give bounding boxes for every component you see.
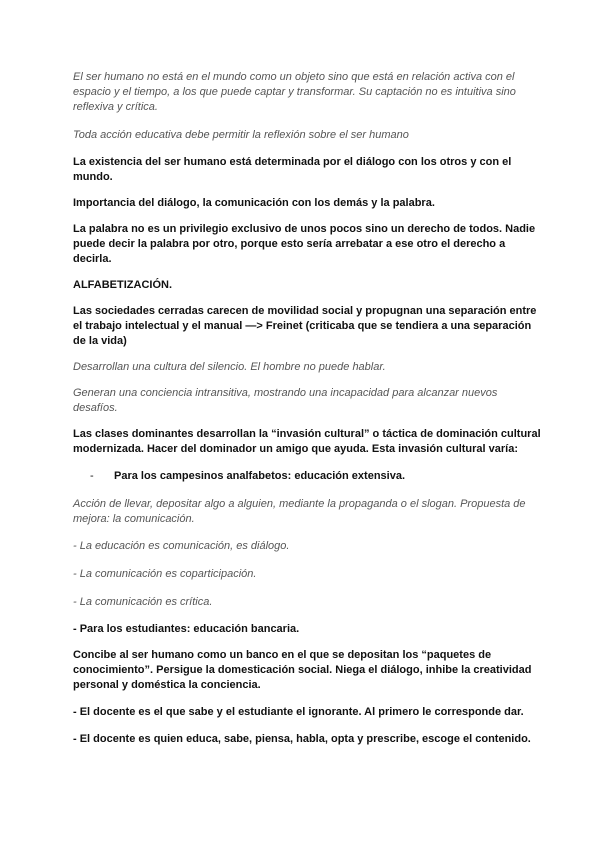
intransitive-conscience-paragraph: Generan una conciencia intransitiva, mostrando una incapacidad para alcanzar nuevos desafíos.	[73, 387, 498, 414]
bullet-dash: -	[90, 470, 94, 482]
existence-dialogue-paragraph: La existencia del ser humano está determinada por el diálogo con los otros y con el mundo.	[73, 156, 512, 183]
students-banking-line: - Para los estudiantes: educación bancaria.	[73, 623, 300, 635]
teacher-knows-line: - El docente es el que sabe y el estudiante el ignorante. Al primero le corresponde dar.	[73, 706, 524, 718]
word-right-paragraph: La palabra no es un privilegio exclusivo de unos pocos sino un derecho de todos. Nadie puede decir la palabra por otro, porque esto sería arrebatar a ese otro el derecho a decirla.	[73, 223, 536, 265]
document-page	[73, 70, 543, 747]
dialogue-importance-line: Importancia del diálogo, la comunicación con los demás y la palabra.	[73, 197, 435, 209]
list-item-critical-communication: - La comunicación es crítica.	[73, 596, 213, 608]
cultural-invasion-paragraph: Las clases dominantes desarrollan la “invasión cultural” o táctica de dominación cultural modernizada. Hacer del dominador un amigo que ayuda. Esta invasión cultural varía:	[73, 428, 541, 455]
section-heading-alfabetizacion: ALFABETIZACIÓN.	[73, 279, 172, 291]
teacher-educates-paragraph: - El docente es quien educa, sabe, piensa, habla, opta y prescribe, escoge el contenido.	[73, 733, 531, 745]
banking-concept-paragraph: Concibe al ser humano como un banco en el que se depositan los “paquetes de conocimiento”. Persigue la domesticación social. Niega el diálogo, inhibe la creatividad personal y doméstica la conciencia.	[73, 649, 532, 691]
culture-silence-line: Desarrollan una cultura del silencio. El hombre no puede hablar.	[73, 361, 386, 373]
intro-paragraph: El ser humano no está en el mundo como un objeto sino que está en relación activa con el espacio y el tiempo, a los que puede captar y transformar. Su captación no es intuitiva sino reflexiva y crítica.	[73, 71, 516, 113]
bullet-text: Para los campesinos analfabetos: educación extensiva.	[114, 470, 406, 482]
list-item-coparticipation: - La comunicación es coparticipación.	[73, 568, 257, 580]
bullet-item-campesinos	[73, 469, 543, 484]
list-item-education-communication: - La educación es comunicación, es diálogo.	[73, 540, 290, 552]
closed-societies-paragraph: Las sociedades cerradas carecen de movilidad social y propugnan una separación entre el trabajo intelectual y el manual —> Freinet (criticaba que se tendiera a una separación de la vida)	[73, 305, 537, 347]
educational-action-line: Toda acción educativa debe permitir la reflexión sobre el ser humano	[73, 129, 409, 141]
extension-action-paragraph: Acción de llevar, depositar algo a alguien, mediante la propaganda o el slogan. Propuesta de mejora: la comunicación.	[73, 498, 526, 525]
